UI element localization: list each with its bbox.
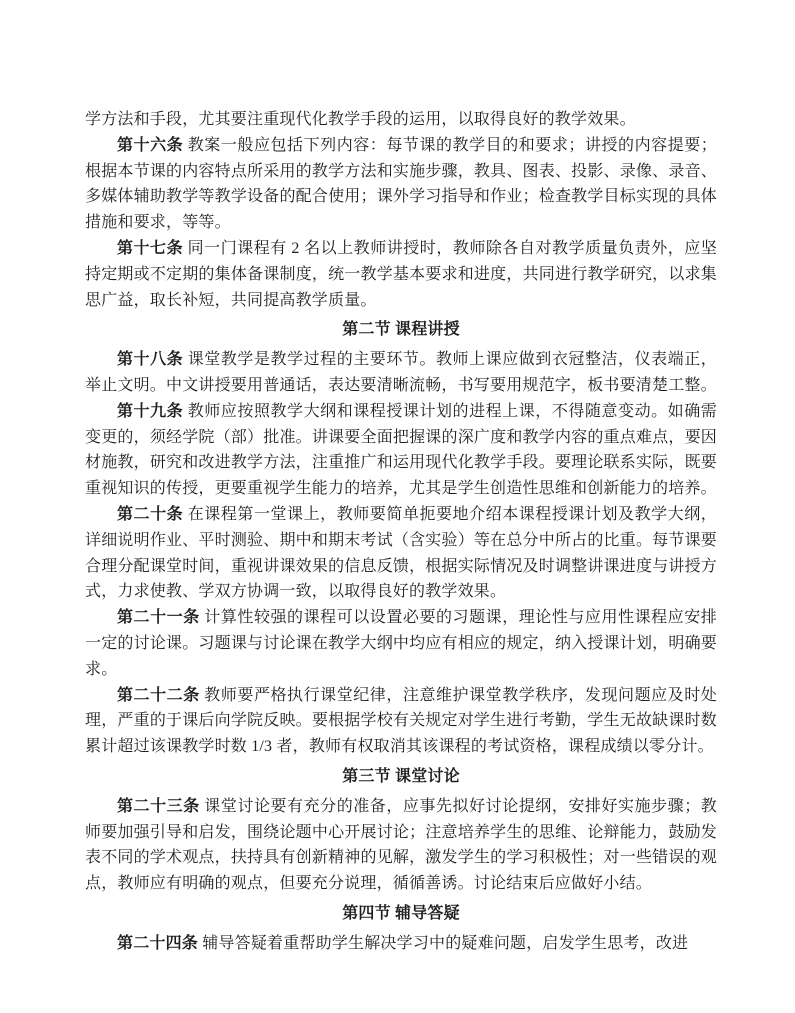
- article-text: 教师要严格执行课堂纪律，注意维护课堂教学秩序，发现问题应及时处理，严重的于课后向学院反映。要根据学校有关规定对学生进行考勤，学生无故缺课时数累计超过该课教学时数 1/3 者，教师有权取消其该课程的考试资格，课程成绩以零分计。: [85, 686, 717, 756]
- article-number: 第二十三条: [117, 797, 200, 815]
- article-paragraph-23: [85, 794, 717, 897]
- paragraph-continuation: [85, 107, 717, 133]
- article-text: 在课程第一堂课上，教师要简单扼要地介绍本课程授课计划及教学大纲，详细说明作业、平时测验、期中和期末考试（含实验）等在总分中所占的比重。每节课要合理分配课堂时间，重视讲课效果的信息反馈，根据实际情况及时调整讲课进度与讲授方式，力求使教、学双方协调一致，以取得良好的教学效果。: [85, 505, 717, 601]
- article-number: 第二十一条: [117, 609, 200, 627]
- article-paragraph-22: [85, 683, 717, 760]
- article-paragraph-19: [85, 399, 717, 502]
- article-paragraph-17: [85, 236, 717, 313]
- article-text: 教案一般应包括下列内容：每节课的教学目的和要求；讲授的内容提要；根据本节课的内容特点所采用的教学方法和实施步骤，教具、图表、投影、录像、录音、多媒体辅助教学等教学设备的配合使用；课外学习指导和作业；检查教学目标实现的具体措施和要求，等等。: [85, 136, 717, 232]
- article-paragraph-24: [85, 931, 717, 957]
- article-text: 课堂教学是教学过程的主要环节。教师上课应做到衣冠整洁，仪表端正，举止文明。中文讲授要用普通话，表达要清晰流畅，书写要用规范字，板书要清楚工整。: [85, 351, 717, 394]
- article-text: 辅导答疑着重帮助学生解决学习中的疑难问题，启发学生思考，改进: [198, 934, 689, 952]
- article-number: 第二十二条: [117, 686, 200, 704]
- article-number: 第二十四条: [117, 934, 199, 952]
- article-text: 教师应按照教学大纲和课程授课计划的进程上课，不得随意变动。如确需变更的，须经学院（部）批准。讲课要全面把握课的深广度和教学内容的重点难点，要因材施教，研究和改进教学方法，注重推广和运用现代化教学手段。要理论联系实际，既要重视知识的传授，更要重视学生能力的培养，尤其是学生创造性思维和创新能力的培养。: [85, 402, 717, 498]
- article-number: 第二十条: [117, 505, 184, 523]
- article-paragraph-21: [85, 605, 717, 682]
- section-heading-3: 第三节 课堂讨论: [342, 767, 460, 785]
- article-number: 第十九条: [117, 402, 184, 420]
- article-number: 第十七条: [117, 239, 184, 257]
- article-number: 第十八条: [117, 351, 184, 369]
- paragraph-text: 学方法和手段，尤其要注重现代化教学手段的运用，以取得良好的教学效果。: [85, 111, 636, 128]
- section-heading-4: 第四节 辅导答疑: [342, 904, 460, 922]
- article-text: 计算性较强的课程可以设置必要的习题课，理论性与应用性课程应安排一定的讨论课。习题课与讨论课在教学大纲中均应有相应的规定，纳入授课计划，明确要求。: [85, 609, 717, 678]
- article-paragraph-18: [85, 347, 717, 399]
- article-text: 同一门课程有 2 名以上教师讲授时，教师除各自对教学质量负责外，应坚持定期或不定期的集体备课制度，统一教学基本要求和进度，共同进行教学研究，以求集思广益，取长补短，共同提高教学质量。: [85, 239, 717, 309]
- article-number: 第十六条: [117, 136, 184, 154]
- article-text: 课堂讨论要有充分的准备，应事先拟好讨论提纲，安排好实施步骤；教师要加强引导和启发，围绕论题中心开展讨论；注意培养学生的思维、论辩能力，鼓励发表不同的学术观点，扶持具有创新精神的见解，激发学生的学习积极性；对一些错误的观点，教师应有明确的观点，但要充分说理，循循善诱。讨论结束后应做好小结。: [85, 797, 717, 893]
- article-paragraph-20: [85, 502, 717, 605]
- article-paragraph-16: [85, 133, 717, 236]
- document-text-block: [85, 107, 717, 957]
- section-heading-2: 第二节 课程讲授: [342, 321, 460, 339]
